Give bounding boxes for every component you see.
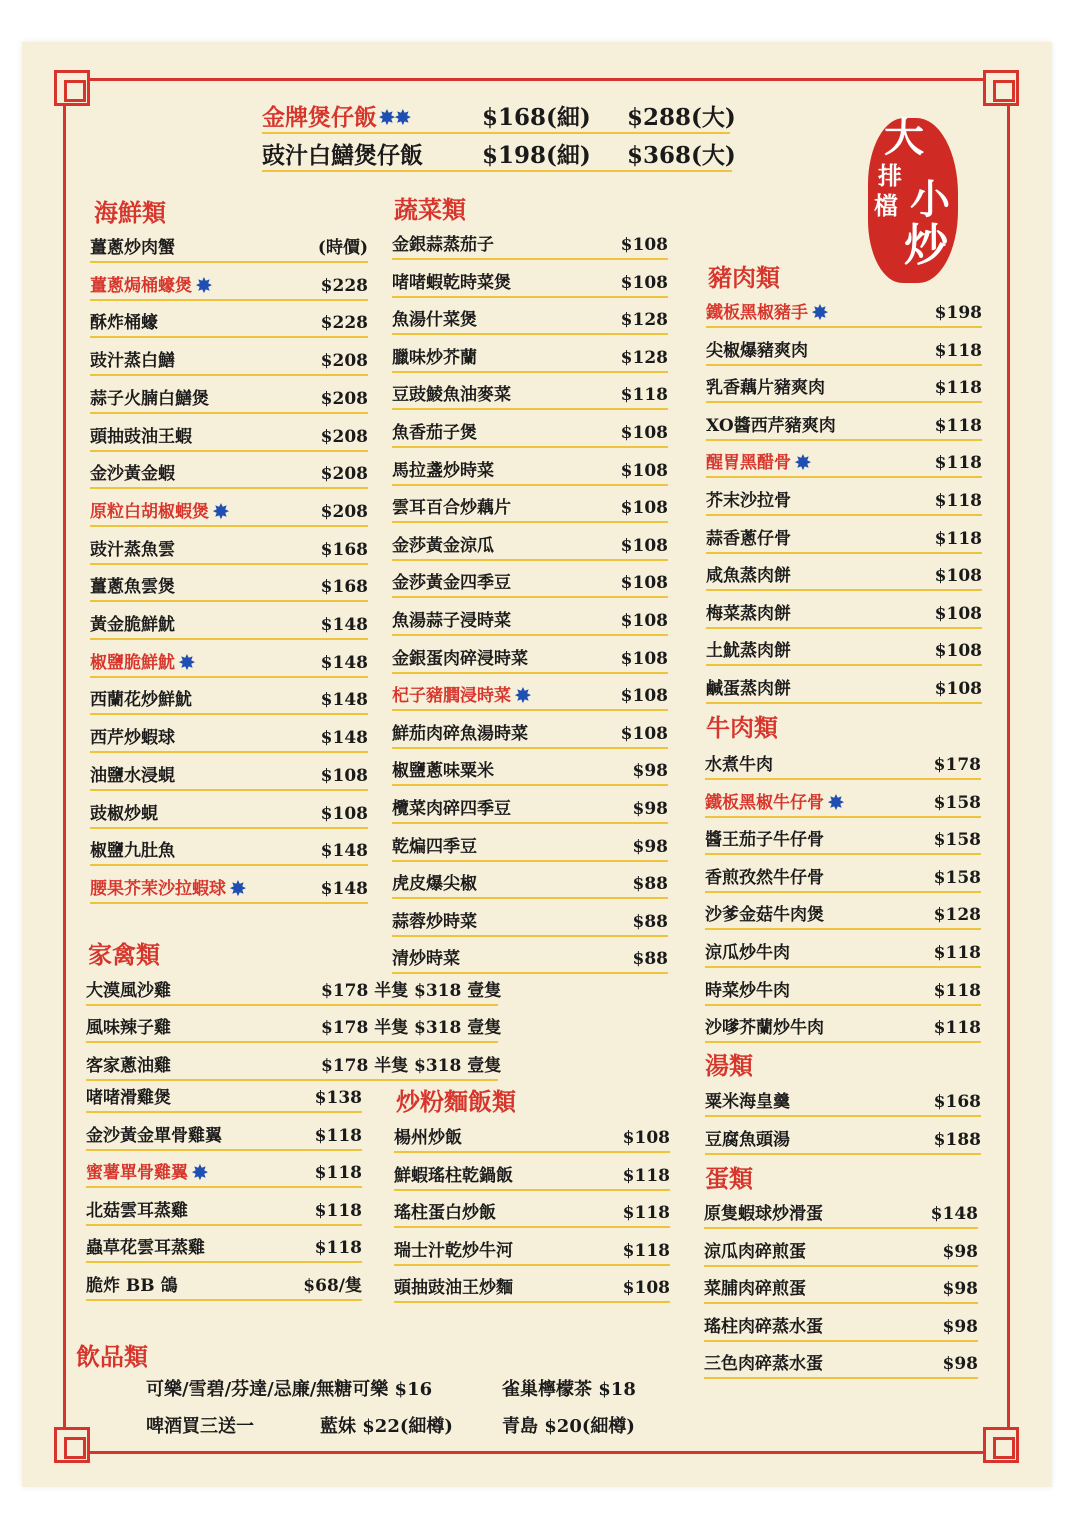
item-name: 蜜薯單骨雞翼	[86, 1163, 188, 1184]
menu-item	[704, 1349, 978, 1379]
item-price: $108	[620, 648, 668, 669]
menu-item	[392, 944, 668, 974]
menu-item	[392, 305, 668, 335]
menu-item	[392, 644, 668, 674]
menu-item	[90, 497, 368, 527]
item-name: 鐵板黑椒牛仔骨	[705, 792, 824, 813]
menu-item	[704, 1274, 978, 1304]
poultry-halfwhole-row	[86, 976, 502, 1006]
item-price: $98	[942, 1279, 978, 1299]
item-price: $108	[934, 641, 982, 662]
menu-item	[392, 343, 668, 373]
corner-ornament	[983, 1427, 1019, 1463]
item-name: 魚湯蒜子浸時菜	[392, 611, 511, 631]
menu-item	[90, 308, 368, 338]
item-price: $128	[620, 347, 668, 368]
item-price: $208	[320, 426, 368, 447]
menu-item	[86, 1196, 362, 1226]
menu-item	[706, 674, 982, 704]
claypot-small-price: $168(細)	[482, 104, 591, 131]
menu-item	[706, 599, 982, 629]
item-name: 瑞士汁乾炒牛河	[394, 1240, 513, 1261]
item-name: 尖椒爆豬爽肉	[706, 340, 808, 361]
menu-item	[394, 1161, 670, 1191]
item-price: $108	[622, 1278, 670, 1299]
claypot-name: 金牌煲仔飯 ✸✸	[262, 101, 411, 135]
hot-burst-icon: ✸	[213, 500, 229, 523]
item-name: 魚香茄子煲	[392, 423, 477, 443]
menu-item	[394, 1123, 670, 1153]
menu-item	[706, 524, 982, 554]
menu-item	[704, 1237, 978, 1267]
item-price: $148	[320, 878, 368, 899]
item-price: $118	[622, 1240, 670, 1261]
item-name: 頭抽豉油王炒麵	[394, 1278, 513, 1299]
item-name: 三色肉碎蒸水蛋	[704, 1354, 823, 1374]
item-price: $148	[320, 728, 368, 749]
item-price: $148	[930, 1204, 978, 1224]
item-price: $108	[320, 803, 368, 824]
item-name: 咸魚蒸肉餅	[706, 566, 791, 587]
item-price: $228	[320, 313, 368, 334]
item-name: 金莎黃金涼瓜	[392, 535, 494, 556]
item-name: 涼瓜炒牛肉	[705, 943, 790, 963]
corner-ornament	[54, 1427, 90, 1463]
item-name: 啫啫蝦乾時菜煲	[392, 272, 511, 293]
menu-item	[706, 298, 982, 328]
item-price: $208	[320, 351, 368, 372]
menu-item	[705, 1087, 981, 1117]
menu-item	[706, 411, 982, 441]
drinks-blue-girl: 藍妹 $22(細樽)	[320, 1416, 453, 1437]
item-name: 涼瓜肉碎煎蛋	[704, 1241, 806, 1262]
item-price: $148	[320, 652, 368, 673]
menu-item	[706, 636, 982, 666]
item-name: 豆腐魚頭湯	[705, 1129, 790, 1150]
item-price: $148	[320, 841, 368, 862]
item-price: $98	[942, 1316, 978, 1337]
item-price: $118	[314, 1125, 362, 1146]
item-name: 臘味炒芥蘭	[392, 347, 477, 368]
item-price: $108	[934, 679, 982, 699]
poultry-halfwhole-row	[86, 1051, 502, 1081]
menu-item	[392, 380, 668, 410]
item-price: $148	[320, 690, 368, 711]
item-name: 乳香藕片豬爽肉	[706, 378, 825, 399]
hot-burst-icon: ✸	[192, 1162, 208, 1185]
item-name: 馬拉盞炒時菜	[392, 460, 494, 481]
item-price: $118	[622, 1203, 670, 1224]
item-name: 楊州炒飯	[394, 1128, 462, 1148]
logo-char: 檔	[874, 191, 898, 220]
item-name: 鮮蝦瑤柱乾鍋飯	[394, 1165, 513, 1186]
menu-item	[90, 610, 368, 640]
item-price: $168	[320, 577, 368, 598]
item-name: 金莎黃金四季豆	[392, 573, 511, 594]
menu-item	[90, 874, 368, 904]
item-name: 魚湯什菜煲	[392, 310, 477, 331]
restaurant-logo	[862, 112, 966, 292]
item-name: 黃金脆鮮魷	[90, 615, 175, 635]
menu-item	[392, 568, 668, 598]
item-name: 鐵板黑椒豬手	[706, 303, 808, 323]
item-name: 時菜炒牛肉	[705, 980, 790, 1001]
section-title-beef: 牛肉類	[706, 713, 778, 742]
hot-burst-icon: ✸	[515, 685, 531, 708]
whole-price: $318 壹隻	[414, 981, 502, 1001]
half-price: $178 半隻	[321, 1056, 409, 1076]
item-price: $118	[934, 415, 982, 436]
menu-item	[86, 1121, 362, 1151]
whole-price: $318 壹隻	[414, 1056, 502, 1076]
menu-item	[90, 572, 368, 602]
item-name: 豆豉鯪魚油麥菜	[392, 385, 511, 406]
item-price: $88	[632, 911, 668, 932]
item-price: $108	[620, 611, 668, 631]
item-price: $158	[933, 830, 981, 851]
item-name: 腰果芥茉沙拉蝦球	[90, 878, 226, 899]
item-name: 香煎孜然牛仔骨	[705, 867, 824, 888]
section-title-vegetables: 蔬菜類	[394, 195, 466, 224]
item-name: 大漠風沙雞	[86, 981, 171, 1001]
menu-item	[705, 750, 981, 780]
item-name: 梅菜蒸肉餅	[706, 603, 791, 624]
item-name: 蒜蓉炒時菜	[392, 911, 477, 932]
item-name: 原粒白胡椒蝦煲	[90, 501, 209, 522]
menu-item	[392, 531, 668, 561]
menu-item	[90, 535, 368, 565]
item-name: 蒜子火腩白鱔煲	[90, 388, 209, 409]
item-name: 沙嗲芥蘭炒牛肉	[705, 1018, 824, 1039]
menu-item	[394, 1236, 670, 1266]
menu-item	[392, 832, 668, 862]
item-price: $168	[320, 539, 368, 560]
menu-item	[706, 486, 982, 516]
item-name: 水煮牛肉	[705, 755, 773, 775]
item-price: $108	[620, 423, 668, 443]
menu-item	[705, 900, 981, 930]
item-name: 脆炸 BB 鴿	[86, 1276, 178, 1296]
item-price: $98	[632, 761, 668, 782]
item-name: 椒鹽蔥味粟米	[392, 761, 494, 782]
item-name: 蒜香蔥仔骨	[706, 528, 791, 549]
logo-char: 大	[884, 114, 924, 161]
claypot-small-price: $198(細)	[482, 142, 591, 169]
item-name: 清炒時菜	[392, 949, 460, 970]
item-name: 乾煸四季豆	[392, 836, 477, 857]
logo-char: 排	[878, 161, 902, 190]
item-name: 豉汁蒸魚雲	[90, 539, 175, 560]
item-name: 芥末沙拉骨	[706, 491, 791, 511]
item-price: $108	[620, 686, 668, 707]
item-name: 豉汁蒸白鱔	[90, 351, 175, 372]
item-price: $108	[620, 460, 668, 481]
item-price: $208	[320, 501, 368, 522]
item-price: $128	[620, 310, 668, 331]
section-title-egg: 蛋類	[705, 1164, 753, 1193]
item-price: $138	[314, 1088, 362, 1108]
item-name: 虎皮爆尖椒	[392, 874, 477, 895]
hot-burst-icon: ✸	[196, 274, 212, 297]
item-name: 西芹炒蝦球	[90, 728, 175, 749]
drinks-tsingtao: 青島 $20(細樽)	[502, 1416, 635, 1437]
item-price: $118	[622, 1165, 670, 1186]
claypot-line-2	[262, 139, 736, 173]
section-title-noodles: 炒粉麵飯類	[396, 1087, 516, 1116]
half-price: $178 半隻	[321, 981, 409, 1001]
item-price: $108	[622, 1128, 670, 1148]
item-price: $118	[934, 528, 982, 549]
claypot-large-price: $288(大)	[627, 104, 736, 131]
item-price: $118	[934, 491, 982, 511]
item-price: $118	[620, 385, 668, 406]
menu-item	[705, 938, 981, 968]
item-price: $108	[620, 723, 668, 744]
item-price: $168	[933, 1092, 981, 1112]
item-name: 頭抽豉油王蝦	[90, 426, 192, 447]
item-name: 酥炸桶蠔	[90, 313, 158, 334]
item-name: 金銀蒜蒸茄子	[392, 235, 494, 255]
item-price: $98	[632, 799, 668, 819]
section-title-pork: 豬肉類	[708, 263, 780, 292]
item-price: $158	[933, 792, 981, 813]
item-name: 欖菜肉碎四季豆	[392, 799, 511, 819]
item-name: 薑蔥炒肉蟹	[90, 238, 175, 258]
item-name: 北菇雲耳蒸雞	[86, 1200, 188, 1221]
item-name: 椒鹽脆鮮魷	[90, 652, 175, 673]
item-name: 啫啫滑雞煲	[86, 1088, 171, 1108]
item-name: 客家蔥油雞	[86, 1056, 171, 1076]
item-price: $118	[314, 1163, 362, 1184]
item-price: $208	[320, 388, 368, 409]
claypot-large-price: $368(大)	[627, 142, 736, 169]
item-name: 風味辣子雞	[86, 1018, 171, 1038]
menu-item	[90, 648, 368, 678]
menu-item	[86, 1271, 362, 1301]
item-price: $118	[314, 1238, 362, 1259]
item-name: 瑤柱肉碎蒸水蛋	[704, 1316, 823, 1337]
menu-item	[706, 336, 982, 366]
item-name: 瑤柱蛋白炒飯	[394, 1203, 496, 1224]
logo-char: 炒	[904, 220, 948, 271]
item-name: 薑蔥魚雲煲	[90, 577, 175, 598]
item-price: $208	[320, 464, 368, 485]
item-name: 蟲草花雲耳蒸雞	[86, 1238, 205, 1259]
section-title-soup: 湯類	[705, 1051, 753, 1080]
menu-item	[706, 561, 982, 591]
menu-item	[394, 1273, 670, 1303]
item-name: 椒鹽九肚魚	[90, 841, 175, 862]
drinks-soda: 可樂/雪碧/芬達/忌廉/無糖可樂 $16	[146, 1379, 433, 1400]
menu-item	[392, 456, 668, 486]
menu-item	[392, 268, 668, 298]
item-price: $108	[620, 535, 668, 556]
menu-item	[705, 863, 981, 893]
item-price: $108	[620, 235, 668, 255]
item-name: 粟米海皇羹	[705, 1092, 790, 1112]
poultry-halfwhole-row	[86, 1013, 502, 1043]
item-price: $108	[320, 765, 368, 786]
item-price: (時價)	[317, 238, 368, 258]
menu-item	[86, 1233, 362, 1263]
claypot-line-1	[262, 101, 736, 135]
item-name: 原隻蝦球炒滑蛋	[704, 1204, 823, 1224]
item-price: $118	[933, 1018, 981, 1039]
menu-item	[704, 1199, 978, 1229]
item-name: 薑蔥焗桶蠔煲	[90, 275, 192, 296]
menu-item	[90, 761, 368, 791]
item-name: 杞子豬膶浸時菜	[392, 686, 511, 707]
menu-item	[90, 384, 368, 414]
item-price: $228	[320, 275, 368, 296]
menu-item	[90, 233, 368, 263]
item-price: $118	[934, 340, 982, 361]
item-price: $148	[320, 615, 368, 635]
menu-item	[86, 1158, 362, 1188]
item-price: $118	[933, 943, 981, 963]
item-name: 鹹蛋蒸肉餅	[706, 679, 791, 699]
menu-item	[392, 418, 668, 448]
item-name: 豉椒炒蜆	[90, 803, 158, 824]
item-price: $128	[933, 905, 981, 926]
item-name: 鮮茄肉碎魚湯時菜	[392, 723, 528, 744]
item-name: 西蘭花炒鮮魷	[90, 690, 192, 711]
item-price: $88	[632, 949, 668, 970]
menu-item	[90, 836, 368, 866]
menu-item	[706, 448, 982, 478]
menu-item	[394, 1198, 670, 1228]
item-price: $108	[934, 566, 982, 587]
menu-item	[706, 373, 982, 403]
item-name: 油鹽水浸蜆	[90, 765, 175, 786]
menu-item	[392, 907, 668, 937]
menu-item	[392, 493, 668, 523]
item-price: $178	[933, 755, 981, 775]
menu-item	[90, 271, 368, 301]
item-name: 醒胃黑醋骨	[706, 453, 791, 474]
corner-ornament	[983, 70, 1019, 106]
item-price: $158	[933, 867, 981, 888]
claypot-name: 豉汁白鱔煲仔飯	[262, 142, 423, 169]
menu-item	[392, 719, 668, 749]
section-title-drinks: 飲品類	[76, 1342, 148, 1371]
item-price: $118	[933, 980, 981, 1001]
menu-item	[392, 681, 668, 711]
menu-item	[705, 1125, 981, 1155]
menu-item	[705, 1013, 981, 1043]
section-title-poultry: 家禽類	[88, 940, 160, 969]
item-price: $198	[934, 303, 982, 323]
menu-item	[392, 606, 668, 636]
logo-char: 小	[910, 176, 950, 223]
item-name: 土魷蒸肉餅	[706, 641, 791, 662]
menu-item	[392, 869, 668, 899]
menu-item	[705, 825, 981, 855]
item-price: $88	[632, 874, 668, 895]
menu-item	[392, 756, 668, 786]
menu-item	[90, 346, 368, 376]
item-price: $188	[933, 1129, 981, 1150]
menu-item	[392, 794, 668, 824]
item-price: $108	[934, 603, 982, 624]
menu-item	[704, 1312, 978, 1342]
item-price: $118	[314, 1200, 362, 1221]
whole-price: $318 壹隻	[414, 1018, 502, 1038]
item-name: 菜脯肉碎煎蛋	[704, 1279, 806, 1299]
menu-item	[86, 1083, 362, 1113]
item-price: $118	[934, 453, 982, 474]
item-name: 金沙黃金蝦	[90, 464, 175, 485]
hot-burst-icon: ✸	[795, 452, 811, 475]
item-name: XO醬西芹豬爽肉	[706, 415, 836, 436]
corner-ornament	[54, 70, 90, 106]
drinks-tea: 雀巢檸檬茶 $18	[502, 1379, 636, 1400]
menu-item	[90, 799, 368, 829]
menu-item	[90, 459, 368, 489]
half-price: $178 半隻	[321, 1018, 409, 1038]
item-name: 雲耳百合炒藕片	[392, 498, 511, 519]
menu-item	[705, 976, 981, 1006]
item-price: $108	[620, 272, 668, 293]
item-price: $98	[632, 836, 668, 857]
item-name: 金銀蛋肉碎浸時菜	[392, 648, 528, 669]
item-price: $118	[934, 378, 982, 399]
section-title-seafood: 海鮮類	[94, 198, 166, 227]
item-name: 沙爹金菇牛肉煲	[705, 905, 824, 926]
hot-burst-icon: ✸	[828, 791, 844, 814]
menu-item	[90, 685, 368, 715]
item-name: 金沙黃金單骨雞翼	[86, 1125, 222, 1146]
item-name: 醬王茄子牛仔骨	[705, 830, 824, 851]
drinks-beer-promo: 啤酒買三送一	[146, 1416, 254, 1437]
item-price: $98	[942, 1354, 978, 1374]
item-price: $98	[942, 1241, 978, 1262]
item-price: $108	[620, 498, 668, 519]
menu-item	[392, 230, 668, 260]
menu-item	[90, 723, 368, 753]
menu-item	[90, 422, 368, 452]
hot-burst-icon: ✸✸	[379, 107, 411, 129]
item-price: $108	[620, 573, 668, 594]
hot-burst-icon: ✸	[230, 877, 246, 900]
item-price: $68/隻	[303, 1276, 362, 1296]
hot-burst-icon: ✸	[812, 302, 828, 324]
hot-burst-icon: ✸	[179, 651, 195, 674]
menu-item	[705, 788, 981, 818]
